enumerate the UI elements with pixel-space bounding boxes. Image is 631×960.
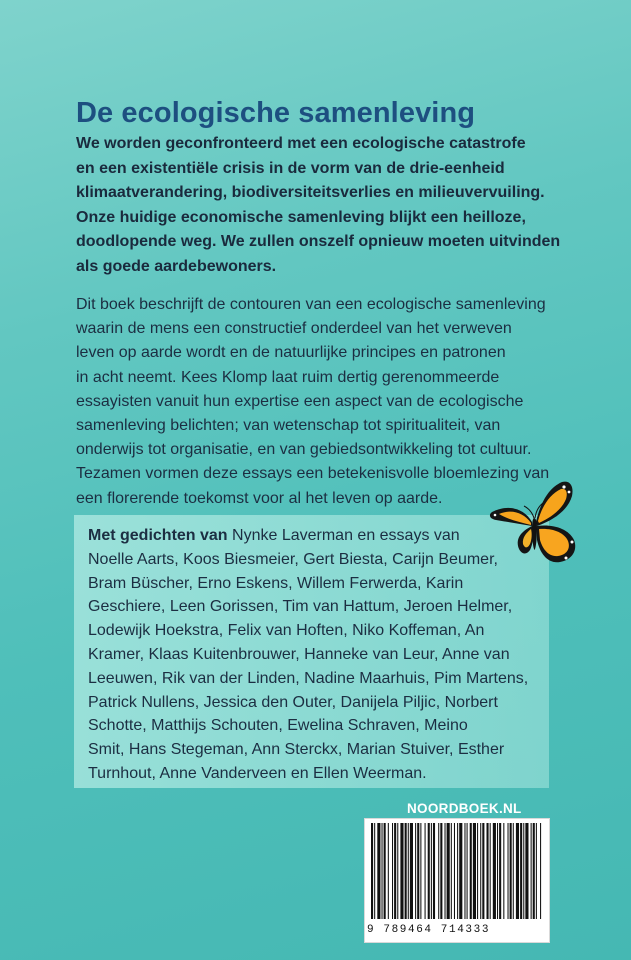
barcode-bar <box>384 823 386 919</box>
barcode-bar <box>490 823 491 919</box>
butterfly-icon <box>486 478 582 568</box>
isbn-digits: 9 789464 714333 <box>367 924 491 936</box>
intro-line: en een existentiële crisis in de vorm van de drie-eenheid <box>76 159 505 177</box>
barcode-bar <box>382 823 383 919</box>
barcode-bar <box>440 823 442 919</box>
barcode-bar <box>464 823 465 919</box>
barcode-bar <box>374 823 375 919</box>
contributors-line: Noelle Aarts, Koos Biesmeier, Gert Biesta, Carijn Beumer, <box>88 550 498 568</box>
barcode-bar <box>397 823 398 919</box>
description-line: Dit boek beschrijft de contouren van een ecologische samenleving <box>76 296 546 313</box>
barcode-bar <box>417 823 419 919</box>
barcode-bar <box>451 823 452 919</box>
barcode-bar <box>431 823 432 919</box>
intro-line: als goede aardebewoners. <box>76 257 277 275</box>
contributors-line: Lodewijk Hoekstra, Felix van Hoften, Niko Koffeman, An <box>88 622 485 640</box>
intro-line: doodlopende weg. We zullen onszelf opnieuw moeten uitvinden <box>76 233 561 250</box>
barcode-bar <box>438 823 439 919</box>
contributors-line: Patrick Nullens, Jessica den Outer, Danijela Piljic, Norbert <box>88 693 498 711</box>
barcode-bar <box>445 823 446 919</box>
intro-paragraph <box>76 132 561 279</box>
barcode-bar <box>513 823 514 919</box>
barcode-bar <box>454 823 455 919</box>
barcode-bar <box>415 823 416 919</box>
contributors-line: Kramer, Klaas Kuitenbrouwer, Hanneke van Leur, Anne van <box>88 645 510 663</box>
barcode-bar <box>405 823 407 919</box>
publisher-website: NOORDBOEK.NL <box>407 801 522 816</box>
barcode-bar <box>499 823 501 919</box>
description-line: waarin de mens een constructief onderdeel van het verweven <box>76 320 512 338</box>
description-line: een florerende toekomst voor al het leven op aarde. <box>76 489 443 507</box>
barcode-bar <box>457 823 458 919</box>
barcode-bar <box>428 823 430 919</box>
barcode-bar <box>473 823 476 919</box>
barcode-bar <box>531 823 532 919</box>
contributors-list <box>88 524 548 786</box>
barcode-bar <box>392 823 393 919</box>
barcode-bar <box>477 823 478 919</box>
barcode-bar <box>467 823 468 919</box>
intro-line: Onze huidige economische samenleving blijkt een heilloze, <box>76 208 526 226</box>
barcode-bar <box>508 823 509 919</box>
barcode-bar <box>523 823 524 919</box>
description-line: samenleving belichten; van wetenschap tot spiritualiteit, van <box>76 417 501 435</box>
book-title: De ecologische samenleving <box>76 97 476 130</box>
contributors-line: Leeuwen, Rik van der Linden, Nadine Maarhuis, Pim Martens, <box>88 669 529 687</box>
barcode-bar <box>520 823 522 919</box>
contributors-line: Smit, Hans Stegeman, Ann Sterckx, Marian Stuiver, Esther <box>88 741 505 759</box>
description-line: Tezamen vormen deze essays een betekenisvolle bloemlezing van <box>76 465 550 483</box>
contributors-line: Turnhout, Anne Vanderveen en Ellen Weerman. <box>88 764 427 782</box>
barcode-bar <box>459 823 462 919</box>
barcode-bar <box>525 823 528 919</box>
barcode-bar <box>536 823 537 919</box>
barcode-bar <box>510 823 512 919</box>
barcode-bar <box>493 823 496 919</box>
barcode-bar <box>400 823 403 919</box>
barcode-bar <box>497 823 498 919</box>
description-paragraph <box>76 293 556 511</box>
intro-line: We worden geconfronteerd met een ecologische catastrofe <box>76 135 526 152</box>
intro-line: klimaatverandering, biodiversiteitsverlies en milieuvervuiling. <box>76 184 545 201</box>
description-line: essayisten vanuit hun expertise een aspect van de ecologische <box>76 392 524 410</box>
barcode-bars <box>365 823 549 927</box>
contributors-line <box>88 524 548 548</box>
contributors-lead: Met gedichten van <box>88 527 228 544</box>
barcode-bar <box>447 823 450 919</box>
barcode-bar <box>408 823 409 919</box>
contributors-line: Geschiere, Leen Gorissen, Tim van Hattum, Jeroen Helmer, <box>88 598 513 616</box>
barcode-bar <box>487 823 489 919</box>
barcode-bar <box>425 823 426 919</box>
barcode-bar <box>371 823 373 919</box>
barcode-bar <box>480 823 481 919</box>
barcode-bar <box>420 823 421 919</box>
description-line: leven op aarde wordt en de natuurlijke principes en patronen <box>76 344 506 362</box>
contributors-lead-rest: Nynke Laverman en essays van <box>227 527 460 544</box>
contributors-line: Schotte, Matthijs Schouten, Ewelina Schraven, Meino <box>88 717 468 735</box>
description-line: in acht neemt. Kees Klomp laat ruim dertig gerenommeerde <box>76 368 500 386</box>
barcode-bar <box>433 823 435 919</box>
barcode-bar <box>470 823 472 919</box>
barcode-bar <box>533 823 535 919</box>
contributors-line: Bram Büscher, Erno Eskens, Willem Ferwerda, Karin <box>88 574 464 592</box>
barcode-bar <box>394 823 396 919</box>
barcode-bar <box>540 823 541 919</box>
description-line: onderwijs tot organisatie, en van gebiedsontwikkeling tot cultuur. <box>76 441 532 459</box>
barcode-bar <box>410 823 413 919</box>
barcode-bar <box>377 823 380 919</box>
barcode-bar <box>503 823 504 919</box>
barcode-bar <box>516 823 519 919</box>
barcode-bar <box>482 823 484 919</box>
barcode-bar <box>388 823 389 919</box>
